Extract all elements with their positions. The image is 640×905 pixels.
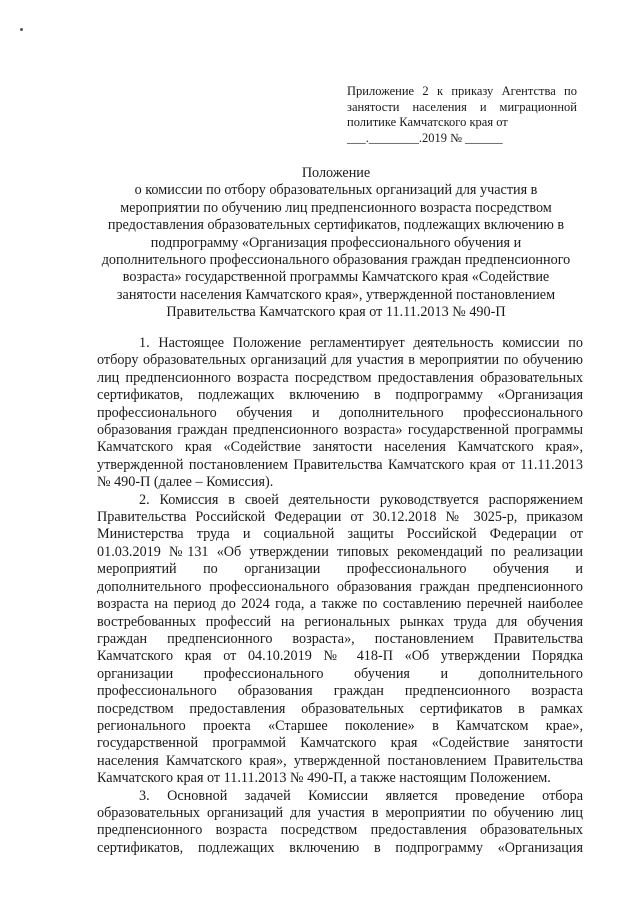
paragraph-2-line: Правительства Российской Федерации от 30.12.2018 № 3025-р, приказом [97,509,583,526]
appendix-line: политике Камчатского края от [347,115,508,129]
paragraph-2-line: Камчатского края от 11.11.2013 № 490-П, а также настоящим Положением. [97,770,551,787]
paragraph-2-line: возраста на период до 2024 года, а также по составлению перечней наиболее [97,596,583,613]
paragraph-3-line: сертификатов, подлежащих включению в подпрограмму «Организация [97,839,583,856]
paragraph-2-line: Камчатского края от 04.10.2019 № 418-П «Об утверждении Порядка [97,648,583,665]
paragraph-1-line: отбору образовательных организаций для участия в мероприятии по обучению [97,352,583,369]
appendix-date-line: ___.________.2019 № ______ [347,130,503,145]
paragraph-1-line: Камчатского края «Содействие занятости населения Камчатского края», [97,439,583,456]
paragraph-2-line: организации профессионального обучения и дополнительного [97,665,583,682]
paragraph-3-line: образовательных организаций для участия в мероприятии по обучению лиц [97,804,583,821]
appendix-line: занятости населения и миграционной [347,99,577,114]
paragraph-3-line: предпенсионного возраста посредством предоставления образовательных [97,822,583,839]
paragraph-2-line: профессионального образования граждан предпенсионного возраста [97,683,583,700]
title-line: подпрограмму «Организация профессионального обучения и [150,234,522,251]
appendix-line: Приложение 2 к приказу Агентства по [347,84,577,98]
paragraph-3-line: 3. Основной задачей Комиссии является проведение отбора [139,787,583,804]
document-title [88,165,584,322]
paragraph-2-line: 01.03.2019 №131 «Об утверждении типовых рекомендаций по реализации [97,543,583,560]
paragraph-1-line: образования граждан предпенсионного возраста» государственной программы [97,422,583,439]
paragraph-1-line: 1. Настоящее Положение регламентирует деятельность комиссии по [139,335,583,351]
title-line: дополнительного профессионального образования граждан предпенсионного [101,252,571,269]
paragraph-2-line: посредством предоставления образовательных сертификатов в рамках [97,700,583,717]
paragraph-2-line: мероприятий по организации профессионального обучения и [97,561,583,578]
appendix-note [347,84,577,146]
paragraph-2-line: Министерства труда и социальной защиты Российской Федерации от [97,526,583,543]
scan-speck [20,28,23,31]
title-line: о комиссии по отбору образовательных организаций для участия в [134,182,538,199]
paragraph-2-line: граждан предпенсионного возраста», постановлением Правительства [97,630,583,647]
paragraph-2-line: 2. Комиссия в своей деятельности руководствуется распоряжением [139,491,583,508]
title-heading: Положение [301,165,371,181]
title-line: занятости населения Камчатского края», утвержденной постановлением [116,286,556,303]
paragraph-1-line: сертификатов, подлежащих включению в подпрограмму «Организация [97,387,583,404]
title-line: Правительства Камчатского края от 11.11.2013 № 490-П [166,304,506,321]
title-line: мероприятии по обучению лиц предпенсионного возраста посредством [120,199,552,216]
paragraph-1-line: № 490-П (далее – Комиссия). [97,474,274,491]
title-line: предоставления образовательных сертификатов, подлежащих включению в [107,217,565,234]
title-line: возраста» государственной программы Камчатского края «Содействие [122,269,550,286]
paragraph-1-line: лиц предпенсионного возраста посредством предоставления образовательных [97,369,583,386]
paragraph-2-line: востребованных профессий на региональных рынках труда для обучения [97,613,583,630]
paragraph-2-line: регионального проекта «Старшее поколение» в Камчатском крае», [97,717,583,734]
paragraph-1-line: профессионального обучения и дополнительного профессионального [97,404,583,421]
paragraph-2-line: дополнительного профессионального образования граждан предпенсионного [97,578,583,595]
paragraph-2-line: государственной программой Камчатского края «Содействие занятости [97,735,583,752]
paragraph-1-line: утвержденной постановлением Правительства Камчатского края от 11.11.2013 [97,456,583,473]
document-body [97,335,583,857]
paragraph-2-line: населения Камчатского края», утвержденной постановлением Правительства [97,752,583,769]
